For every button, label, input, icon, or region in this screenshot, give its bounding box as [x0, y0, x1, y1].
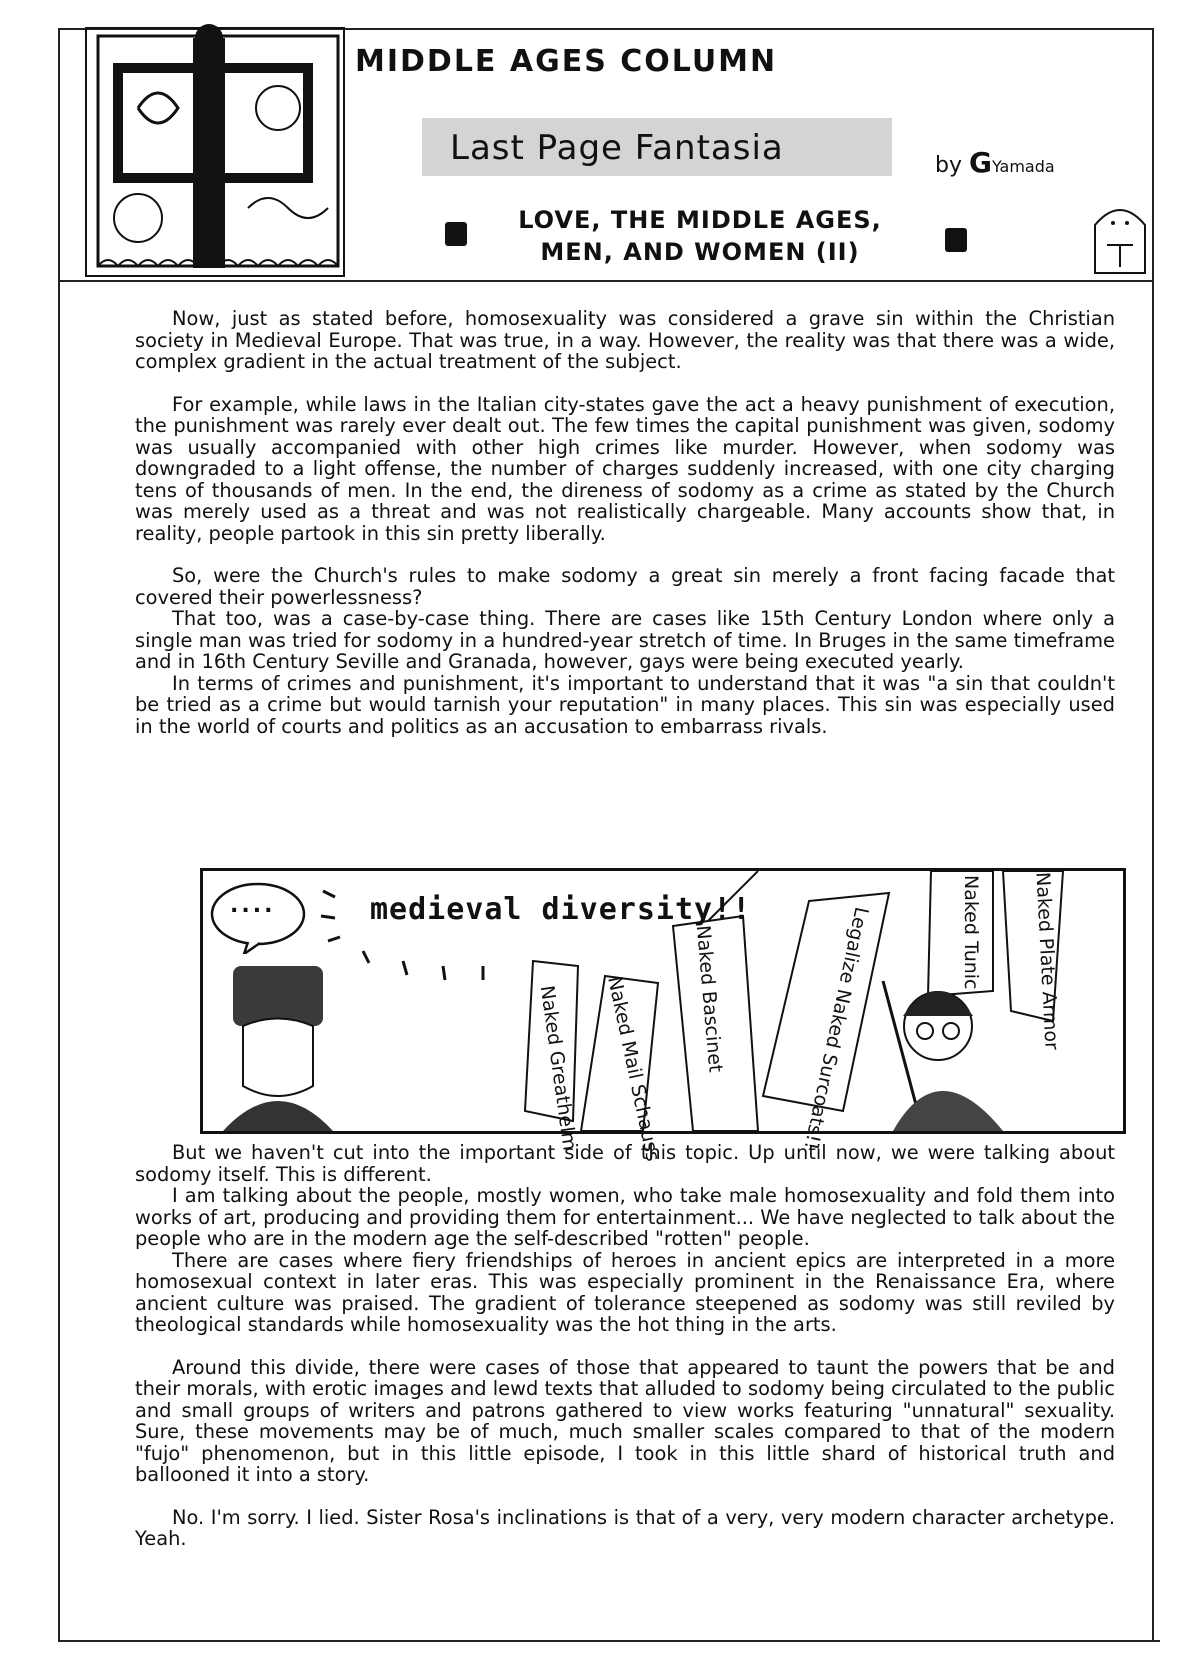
bullet-square-right	[945, 228, 967, 252]
sign-label: Naked Plate Armor	[1031, 871, 1063, 1051]
column-title: MIDDLE AGES COLUMN	[355, 44, 778, 79]
paragraph: That too, was a case-by-case thing. There are cases like 15th Century London where only a single man was tried for sodomy in a hundred-year stretch of time. In Bruges in the same timeframe and in 16th Century Seville and Granada, however, gays were being executed yearly.	[135, 607, 1115, 673]
author-name: Yamada	[991, 157, 1055, 176]
section-title-line1: LOVE, THE MIDDLE AGES,	[518, 206, 882, 234]
paragraph: Around this divide, there were cases of those that appeared to taunt the powers that be and their morals, with erotic images and lewd texts that alluded to sodomy being circulated to the public and small groups of writers and patrons gathered to view works featuring "unnatural" sexuality. Sure, these movements may be of much, much smaller scales compared to that of the modern "fujo" phenomenon, but in this little episode, I took in this little shard of historical truth and ballooned it into a story.	[135, 1355, 1115, 1486]
paragraph: In terms of crimes and punishment, it's important to understand that it was "a sin that couldn't be tried as a crime but would tarnish your reputation" in many places. This sin was especially used in the world of courts and politics as an accusation to embarrass rivals.	[135, 671, 1115, 738]
paragraph: There are cases where fiery friendships of heroes in ancient epics are interpreted in a more homosexual context in later eras. This was especially prominent in the Renaissance Era, where ancient culture was praised. The gradient of tolerance steepened as sodomy was still reviled by theological standards while homosexuality was the hot thing in the arts.	[135, 1248, 1115, 1336]
sign-label: Legalize Naked Surcoats!!	[799, 904, 873, 1152]
paragraph: No. I'm sorry. I lied. Sister Rosa's inclinations is that of a very, very modern character archetype. Yeah.	[135, 1505, 1115, 1550]
section-title-line2: MEN, AND WOMEN (II)	[540, 238, 860, 266]
byline-by: by	[935, 153, 962, 178]
paragraph: Now, just as stated before, homosexuality was considered a grave sin within the Christian society in Medieval Europe. That was true, in a way. However, the reality was that there was a wide, complex gradient in the actual treatment of the subject.	[135, 307, 1115, 373]
comic-shout: medieval diversity!!	[370, 892, 752, 927]
sign-label: Naked Bascinet	[691, 924, 727, 1074]
mascot-icon	[1085, 195, 1155, 275]
article-body-bottom	[135, 1142, 1115, 1550]
byline	[935, 146, 1055, 179]
author-initial: G	[968, 146, 992, 179]
bullet-square-left	[445, 222, 467, 246]
speech-text: ....	[230, 893, 276, 918]
sign-label: Naked Tunic	[960, 875, 982, 990]
paragraph: I am talking about the people, mostly women, who take male homosexuality and fold them into works of art, producing and providing them for entertainment... We have neglected to talk about the people who are in the modern age the self-described "rotten" people.	[135, 1184, 1115, 1250]
section-title	[470, 204, 930, 268]
paragraph: But we haven't cut into the important side of this topic. Up until now, we were talking about sodomy itself. This is different.	[135, 1141, 1115, 1186]
paragraph: So, were the Church's rules to make sodomy a great sin merely a front facing facade that covered their powerlessness?	[135, 564, 1115, 609]
sign-label: Naked Mail Schauss	[603, 974, 664, 1164]
article-body-top	[135, 308, 1115, 737]
paragraph: For example, while laws in the Italian city-states gave the act a heavy punishment of execution, the punishment was rarely ever dealt out. The few times the capital punishment was given, sodomy was usually accompanied with other high crimes like murder. However, when sodomy was downgraded to a light offense, the number of charges suddenly increased, with one city charging tens of thousands of men. In the end, the direness of sodomy as a crime as stated by the Church was merely used as a threat and was not realistically chargeable. Many accounts show that, in reality, people partook in this sin pretty liberally.	[135, 392, 1115, 545]
illuminated-initial-logo	[78, 8, 348, 286]
page-title: Last Page Fantasia	[450, 128, 784, 168]
bottom-rule	[120, 1640, 1160, 1642]
sign-label: Naked Greathelm	[535, 984, 581, 1152]
